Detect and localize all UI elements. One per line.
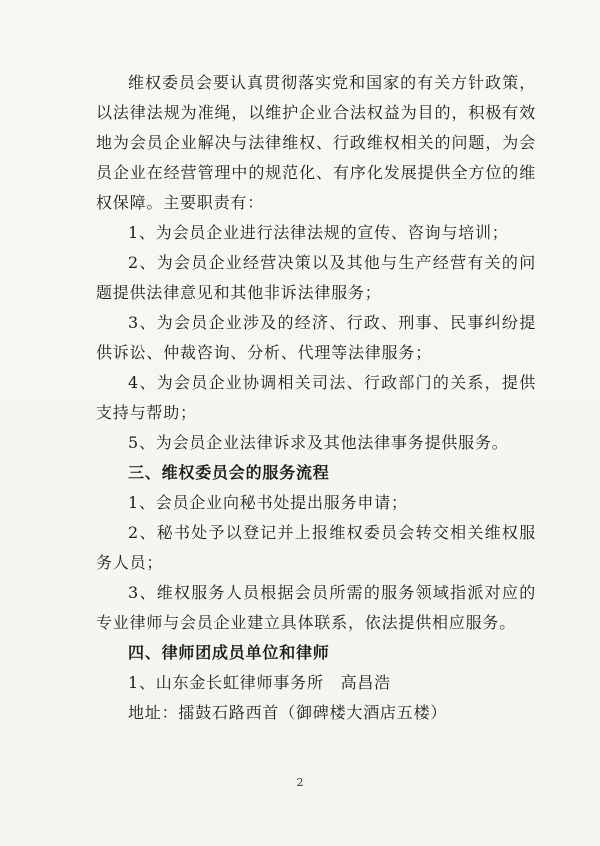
duty-item-1: 1、为会员企业进行法律法规的宣传、咨询与培训； xyxy=(128,223,509,242)
law-firm-entry: 1、山东金长虹律师事务所 高昌浩 xyxy=(128,673,391,692)
law-firm-address: 地址：擂鼓石路西首（御碑楼大酒店五楼） xyxy=(128,703,448,722)
process-step-2: 2、秘书处予以登记并上报维权委员会转交相关维权服务人员； xyxy=(96,523,536,572)
duty-item-3: 3、为会员企业涉及的经济、行政、刑事、民事纠纷提供诉讼、仲裁咨询、分析、代理等法律服务； xyxy=(96,313,536,362)
process-step-1: 1、会员企业向秘书处提出服务申请； xyxy=(128,493,408,512)
section-heading-service-process: 三、维权委员会的服务流程 xyxy=(128,463,330,482)
duty-item-5: 5、为会员企业法律诉求及其他法律事务提供服务。 xyxy=(128,433,509,452)
section-heading-lawyer-members: 四、律师团成员单位和律师 xyxy=(128,643,330,662)
process-step-3: 3、维权服务人员根据会员所需的服务领域指派对应的专业律师与会员企业建立具体联系，依法提供相应服务。 xyxy=(96,583,536,632)
document-body xyxy=(96,68,536,728)
page-number: 2 xyxy=(296,776,304,789)
intro-paragraph: 维权委员会要认真贯彻落实党和国家的有关方针政策，以法律法规为准绳，以维护企业合法权益为目的，积极有效地为会员企业解决与法律维权、行政维权相关的问题，为会员企业在经营管理中的规范化、有序化发展提供全方位的维权保障。主要职责有： xyxy=(96,73,536,212)
duty-item-2: 2、为会员企业经营决策以及其他与生产经营有关的问题提供法律意见和其他非诉法律服务； xyxy=(96,253,536,302)
duty-item-4: 4、为会员企业协调相关司法、行政部门的关系，提供支持与帮助； xyxy=(96,373,536,422)
